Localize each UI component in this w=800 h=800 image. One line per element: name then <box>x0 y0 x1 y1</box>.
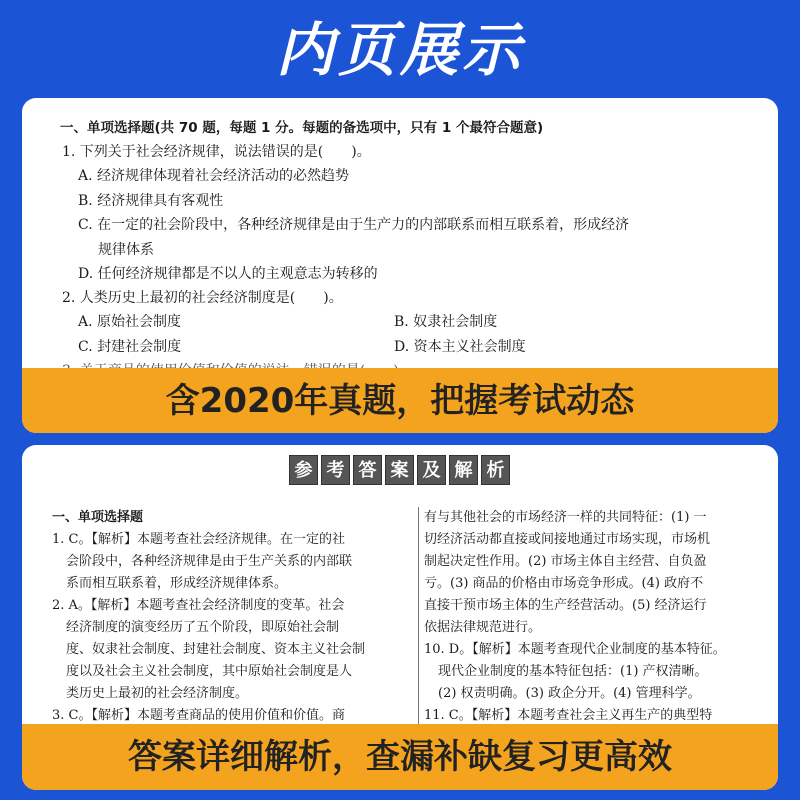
answer-line: 3. C。【解析】本题考查商品的使用价值和价值。商 <box>52 708 345 723</box>
question-preview-card <box>22 98 778 433</box>
answer-title-char: 析 <box>481 455 510 485</box>
answer-title-char: 及 <box>417 455 446 485</box>
answer-section-title <box>289 455 510 489</box>
answer-line: 经济制度的演变经历了五个阶段，即原始社会制 <box>66 620 340 635</box>
answer-title-char: 考 <box>321 455 350 485</box>
answer-line: 2. A。【解析】本题考查社会经济制度的变革。社会 <box>52 598 345 613</box>
answer-right-column <box>424 507 764 727</box>
answer-title-char: 答 <box>353 455 382 485</box>
answer-line: 度以及社会主义社会制度，其中原始社会制度是人 <box>66 664 353 679</box>
answer-preview-card <box>22 445 778 790</box>
answer-line: 切经济活动都直接或间接地通过市场实现，市场机 <box>424 532 711 547</box>
answer-line: 亏。(3) 商品的价格由市场竞争形成。(4) 政府不 <box>424 576 704 591</box>
page-title: 内页展示 <box>275 16 524 84</box>
question-2-stem: 2. 人类历史上最初的社会经济制度是( )。 <box>62 290 343 306</box>
answer-line: 直接干预市场主体的生产经营活动。(5) 经济运行 <box>424 598 707 613</box>
feature-banner-real-exams: 含2020年真题，把握考试动态 <box>22 368 778 433</box>
question-2-options-row-2 <box>60 335 750 360</box>
question-body <box>60 116 750 382</box>
question-2-option-c: C. 封建社会制度 <box>78 339 182 355</box>
answer-line: 类历史上最初的社会经济制度。 <box>66 686 249 701</box>
answer-line: (2) 权责明确。(3) 政企分开。(4) 管理科学。 <box>438 686 701 701</box>
answer-section-header: 一、单项选择题 <box>52 510 144 525</box>
answer-title-char: 案 <box>385 455 414 485</box>
question-2-option-a: A. 原始社会制度 <box>78 314 182 330</box>
section-header: 一、单项选择题(共 70 题，每题 1 分。每题的备选项中，只有 1 个最符合题意) <box>60 120 544 136</box>
question-1-stem: 1. 下列关于社会经济规律，说法错误的是( )。 <box>62 144 371 160</box>
answer-line: 现代企业制度的基本特征包括：(1) 产权清晰。 <box>438 664 708 679</box>
answer-line: 系而相互联系着，形成经济规律体系。 <box>66 576 288 591</box>
question-1-option-d: D. 任何经济规律都是不以人的主观意志为转移的 <box>78 265 378 282</box>
question-1-option-c: C. 在一定的社会阶段中，各种经济规律是由于生产力的内部联系而相互联系着，形成经济 <box>78 217 630 233</box>
question-1-option-a: A. 经济规律体现着社会经济活动的必然趋势 <box>78 168 350 184</box>
answer-title-char: 解 <box>449 455 478 485</box>
answer-left-column <box>52 507 418 727</box>
question-2-option-d: D. 资本主义社会制度 <box>394 339 526 355</box>
question-2-options-row-1 <box>60 310 750 335</box>
answer-line: 有与其他社会的市场经济一样的共同特征：(1) 一 <box>424 510 707 525</box>
answer-line: 依据法律规范进行。 <box>424 620 542 635</box>
feature-banner-explanations: 答案详细解析，查漏补缺复习更高效 <box>22 724 778 790</box>
answer-line: 制起决定性作用。(2) 市场主体自主经营、自负盈 <box>424 554 707 569</box>
answer-line: 度、奴隶社会制度、封建社会制度、资本主义社会制 <box>66 642 366 657</box>
column-divider <box>418 507 419 727</box>
question-1-option-b: B. 经济规律具有客观性 <box>78 192 224 209</box>
answer-line: 10. D。【解析】本题考查现代企业制度的基本特征。 <box>424 642 726 657</box>
answer-line: 会阶段中，各种经济规律是由于生产关系的内部联 <box>66 554 353 569</box>
question-1-option-c-cont: 规律体系 <box>98 241 154 258</box>
answer-title-char: 参 <box>289 455 318 485</box>
answer-line: 11. C。【解析】本题考查社会主义再生产的典型特 <box>424 708 713 723</box>
question-2-option-b: B. 奴隶社会制度 <box>394 314 498 330</box>
answer-line: 1. C。【解析】本题考查社会经济规律。在一定的社 <box>52 532 345 547</box>
